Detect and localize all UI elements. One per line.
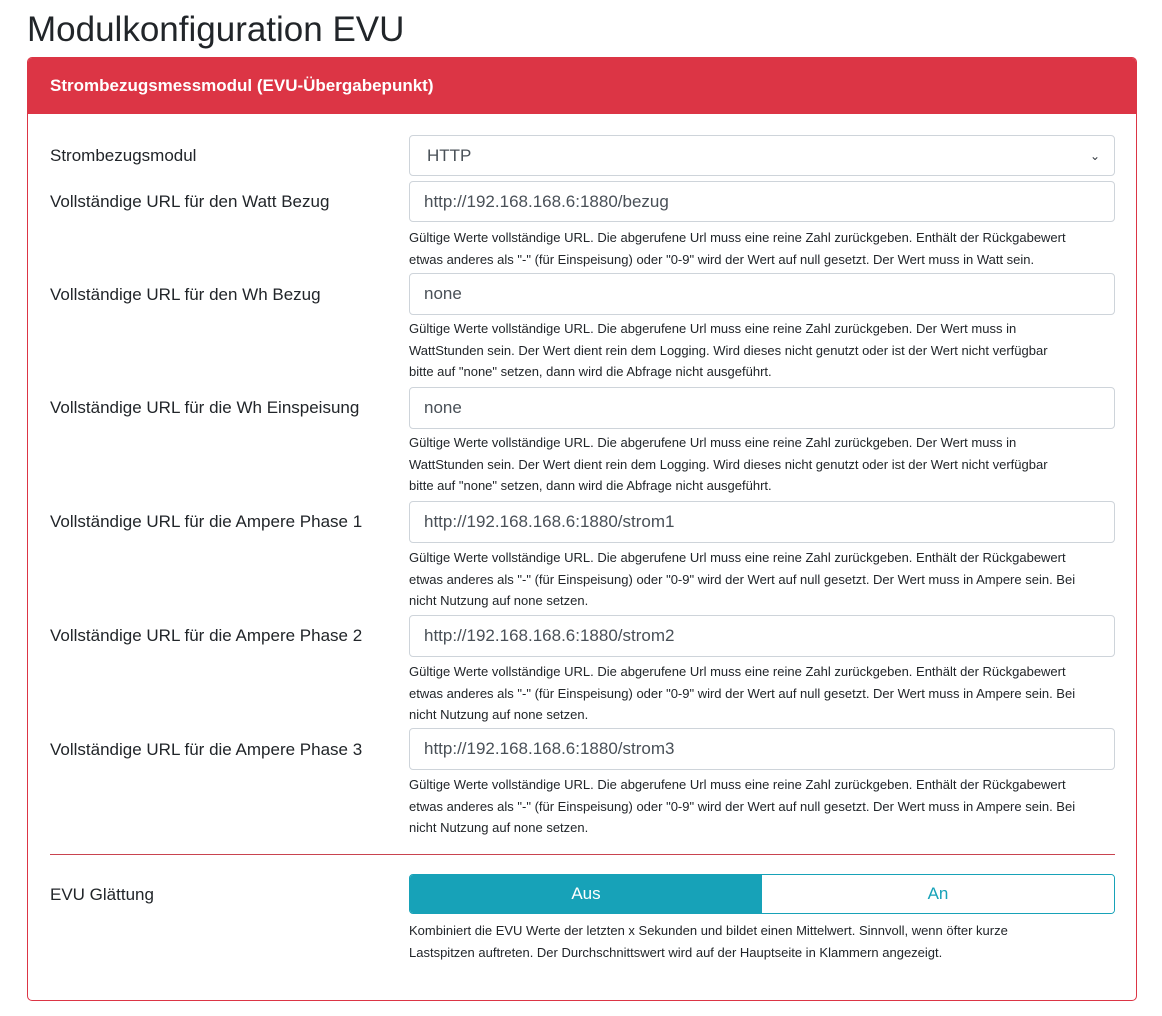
help-line: Gültige Werte vollständige URL. Die abgerufene Url muss eine reine Zahl zurückgeben. Der Wert muss in bbox=[409, 321, 1017, 336]
ampere-phase2-help bbox=[409, 661, 1121, 726]
wh-bezug-label: Vollständige URL für den Wh Bezug bbox=[50, 285, 321, 304]
smoothing-on-button[interactable]: An bbox=[762, 875, 1114, 913]
help-line: Gültige Werte vollständige URL. Die abgerufene Url muss eine reine Zahl zurückgeben. Enthält der Rückgabewert bbox=[409, 230, 1066, 245]
ampere-phase1-url-value: http://192.168.168.6:1880/strom1 bbox=[424, 512, 675, 531]
watt-bezug-url-value: http://192.168.168.6:1880/bezug bbox=[424, 191, 669, 211]
help-line: WattStunden sein. Der Wert dient rein dem Logging. Wird dieses nicht genutzt oder ist der Wert nicht verfügbar bbox=[409, 456, 1048, 472]
wh-einspeisung-url-value: none bbox=[424, 398, 462, 417]
help-line: bitte auf "none" setzen, dann wird die Abfrage nicht ausgeführt. bbox=[409, 364, 772, 379]
ampere-phase3-url-value: http://192.168.168.6:1880/strom3 bbox=[424, 739, 675, 758]
watt-bezug-label: Vollständige URL für den Watt Bezug bbox=[50, 192, 330, 211]
watt-bezug-help bbox=[409, 227, 1121, 270]
wh-bezug-help bbox=[409, 318, 1121, 383]
ampere-phase1-url-input[interactable] bbox=[409, 501, 1115, 543]
help-line: nicht Nutzung auf none setzen. bbox=[409, 707, 589, 722]
help-line: etwas anderes als "-" (für Einspeisung) oder "0-9" wird der Wert auf null gesetzt. Der Wert muss in Ampere sein. Bei bbox=[409, 685, 1076, 701]
help-line: nicht Nutzung auf none setzen. bbox=[409, 820, 589, 835]
ampere-phase3-help bbox=[409, 774, 1121, 839]
smoothing-help bbox=[409, 920, 1121, 963]
module-select[interactable] bbox=[409, 135, 1115, 176]
wh-einspeisung-url-input[interactable] bbox=[409, 387, 1115, 429]
help-line: Kombiniert die EVU Werte der letzten x Sekunden und bildet einen Mittelwert. Sinnvoll, wenn öfter kurze bbox=[409, 923, 1008, 938]
help-line: Gültige Werte vollständige URL. Die abgerufene Url muss eine reine Zahl zurückgeben. Enthält der Rückgabewert bbox=[409, 664, 1066, 679]
page-title: Modulkonfiguration EVU bbox=[27, 10, 405, 49]
card-header: Strombezugsmessmodul (EVU-Übergabepunkt) bbox=[28, 58, 1136, 114]
help-line: bitte auf "none" setzen, dann wird die Abfrage nicht ausgeführt. bbox=[409, 478, 772, 493]
ampere-phase3-label: Vollständige URL für die Ampere Phase 3 bbox=[50, 740, 363, 759]
ampere-phase1-help bbox=[409, 547, 1121, 612]
ampere-phase2-url-input[interactable] bbox=[409, 615, 1115, 657]
ampere-phase2-url-value: http://192.168.168.6:1880/strom2 bbox=[424, 626, 675, 645]
help-line: etwas anderes als "-" (für Einspeisung) oder "0-9" wird der Wert auf null gesetzt. Der Wert muss in Ampere sein. Bei bbox=[409, 798, 1076, 814]
ampere-phase1-label: Vollständige URL für die Ampere Phase 1 bbox=[50, 512, 363, 531]
smoothing-toggle bbox=[409, 874, 1115, 914]
wh-bezug-url-value: none bbox=[424, 284, 462, 303]
help-line: WattStunden sein. Der Wert dient rein dem Logging. Wird dieses nicht genutzt oder ist der Wert nicht verfügbar bbox=[409, 342, 1048, 358]
wh-einspeisung-label: Vollständige URL für die Wh Einspeisung bbox=[50, 398, 360, 417]
watt-bezug-url-input[interactable] bbox=[409, 181, 1115, 222]
wh-einspeisung-help bbox=[409, 432, 1121, 497]
ampere-phase3-url-input[interactable] bbox=[409, 728, 1115, 770]
module-select-value: HTTP bbox=[427, 145, 472, 165]
evu-module-card bbox=[27, 57, 1137, 1001]
help-line: etwas anderes als "-" (für Einspeisung) oder "0-9" wird der Wert auf null gesetzt. Der Wert muss in Ampere sein. Bei bbox=[409, 571, 1076, 587]
help-line: etwas anderes als "-" (für Einspeisung) oder "0-9" wird der Wert auf null gesetzt. Der Wert muss in Watt sein. bbox=[409, 251, 1035, 267]
help-line: Gültige Werte vollständige URL. Die abgerufene Url muss eine reine Zahl zurückgeben. Enthält der Rückgabewert bbox=[409, 777, 1066, 792]
help-line: nicht Nutzung auf none setzen. bbox=[409, 593, 589, 608]
module-select-label: Strombezugsmodul bbox=[50, 146, 197, 165]
smoothing-off-button[interactable]: Aus bbox=[410, 875, 762, 913]
ampere-phase2-label: Vollständige URL für die Ampere Phase 2 bbox=[50, 626, 363, 645]
smoothing-label: EVU Glättung bbox=[50, 885, 154, 904]
chevron-down-icon: ⌄ bbox=[1089, 148, 1100, 163]
wh-bezug-url-input[interactable] bbox=[409, 273, 1115, 315]
help-line: Lastspitzen auftreten. Der Durchschnittswert wird auf der Hauptseite in Klammern angezeigt. bbox=[409, 944, 943, 960]
section-divider bbox=[50, 854, 1115, 855]
help-line: Gültige Werte vollständige URL. Die abgerufene Url muss eine reine Zahl zurückgeben. Enthält der Rückgabewert bbox=[409, 550, 1066, 565]
help-line: Gültige Werte vollständige URL. Die abgerufene Url muss eine reine Zahl zurückgeben. Der Wert muss in bbox=[409, 435, 1017, 450]
